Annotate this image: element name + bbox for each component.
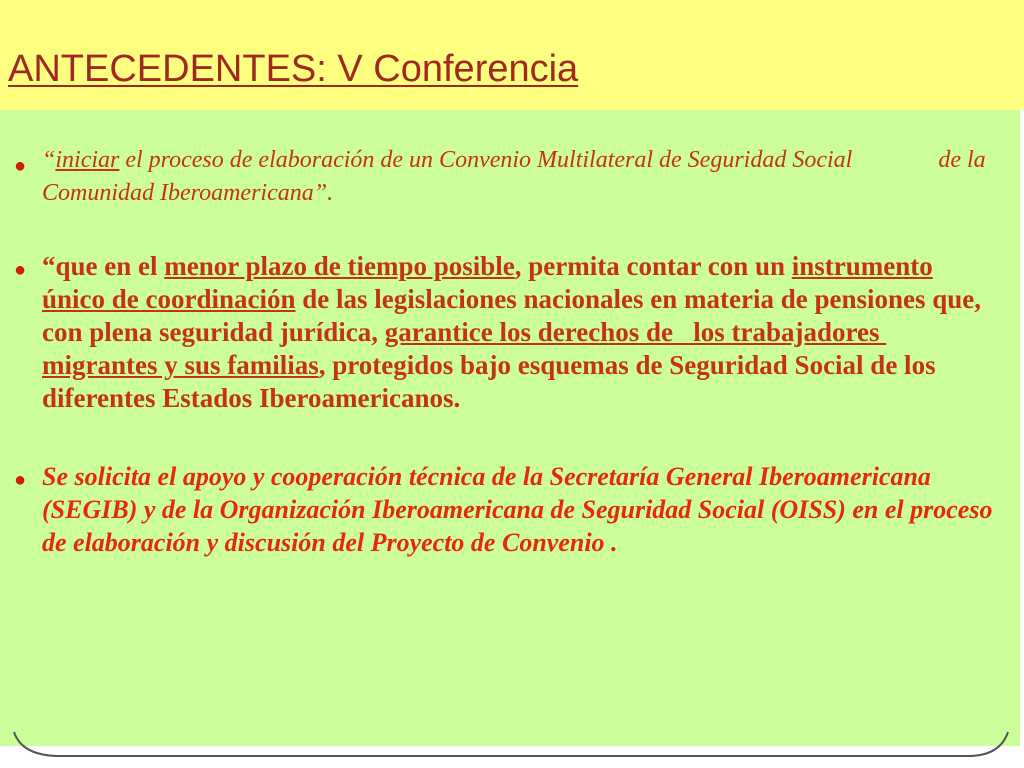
bullet-dot-icon: ● <box>14 469 27 491</box>
bullet-3-text: Se solicita el apoyo y cooperación técnica de la Secretaría General Iberoamericana (SEGIB) y de la Organización Iberoamericana de Seguridad Social (OISS) en el proceso de elaboración y discusión del Proyecto de Convenio . <box>42 462 993 557</box>
bullet-2-part3: de las legislaciones nacionales en materia de pensiones que, con plena seguridad jurídica, <box>42 284 982 347</box>
bullet-2-part4: , protegidos bajo esquemas de Seguridad Social de los diferentes Estados Iberoamericanos. <box>42 350 936 413</box>
bottom-curve-decoration <box>0 730 1024 768</box>
bullet-item-1 <box>0 140 1000 210</box>
bullet-2-underlined-1: menor plazo de tiempo posible <box>164 251 515 281</box>
bullet-2-underlined-2: instrumento único de coordinación <box>42 251 933 314</box>
bullet-list <box>0 140 1000 559</box>
title-band <box>0 0 1024 110</box>
bullet-item-2 <box>0 250 1000 415</box>
bullet-1-underlined: iniciar <box>55 147 120 173</box>
bullet-1-text-b: de la Comunidad Iberoamericana”. <box>42 147 986 206</box>
bullet-1-quote: “ <box>42 147 56 173</box>
bullet-2-underlined-3: garantice los derechos de los trabajadores migrantes y sus familias <box>42 317 887 380</box>
bullet-item-3 <box>0 460 1000 559</box>
slide-title: ANTECEDENTES: V Conferencia <box>8 48 579 90</box>
bullet-dot-icon: ● <box>14 155 27 177</box>
bullet-2-part1: “que en el <box>42 251 165 281</box>
bullet-2-part2: , permita contar con un <box>514 251 792 281</box>
bullet-dot-icon: ● <box>14 259 27 281</box>
bullet-1-text-a: el proceso de elaboración de un Convenio Multilateral de Seguridad Social <box>119 147 853 173</box>
